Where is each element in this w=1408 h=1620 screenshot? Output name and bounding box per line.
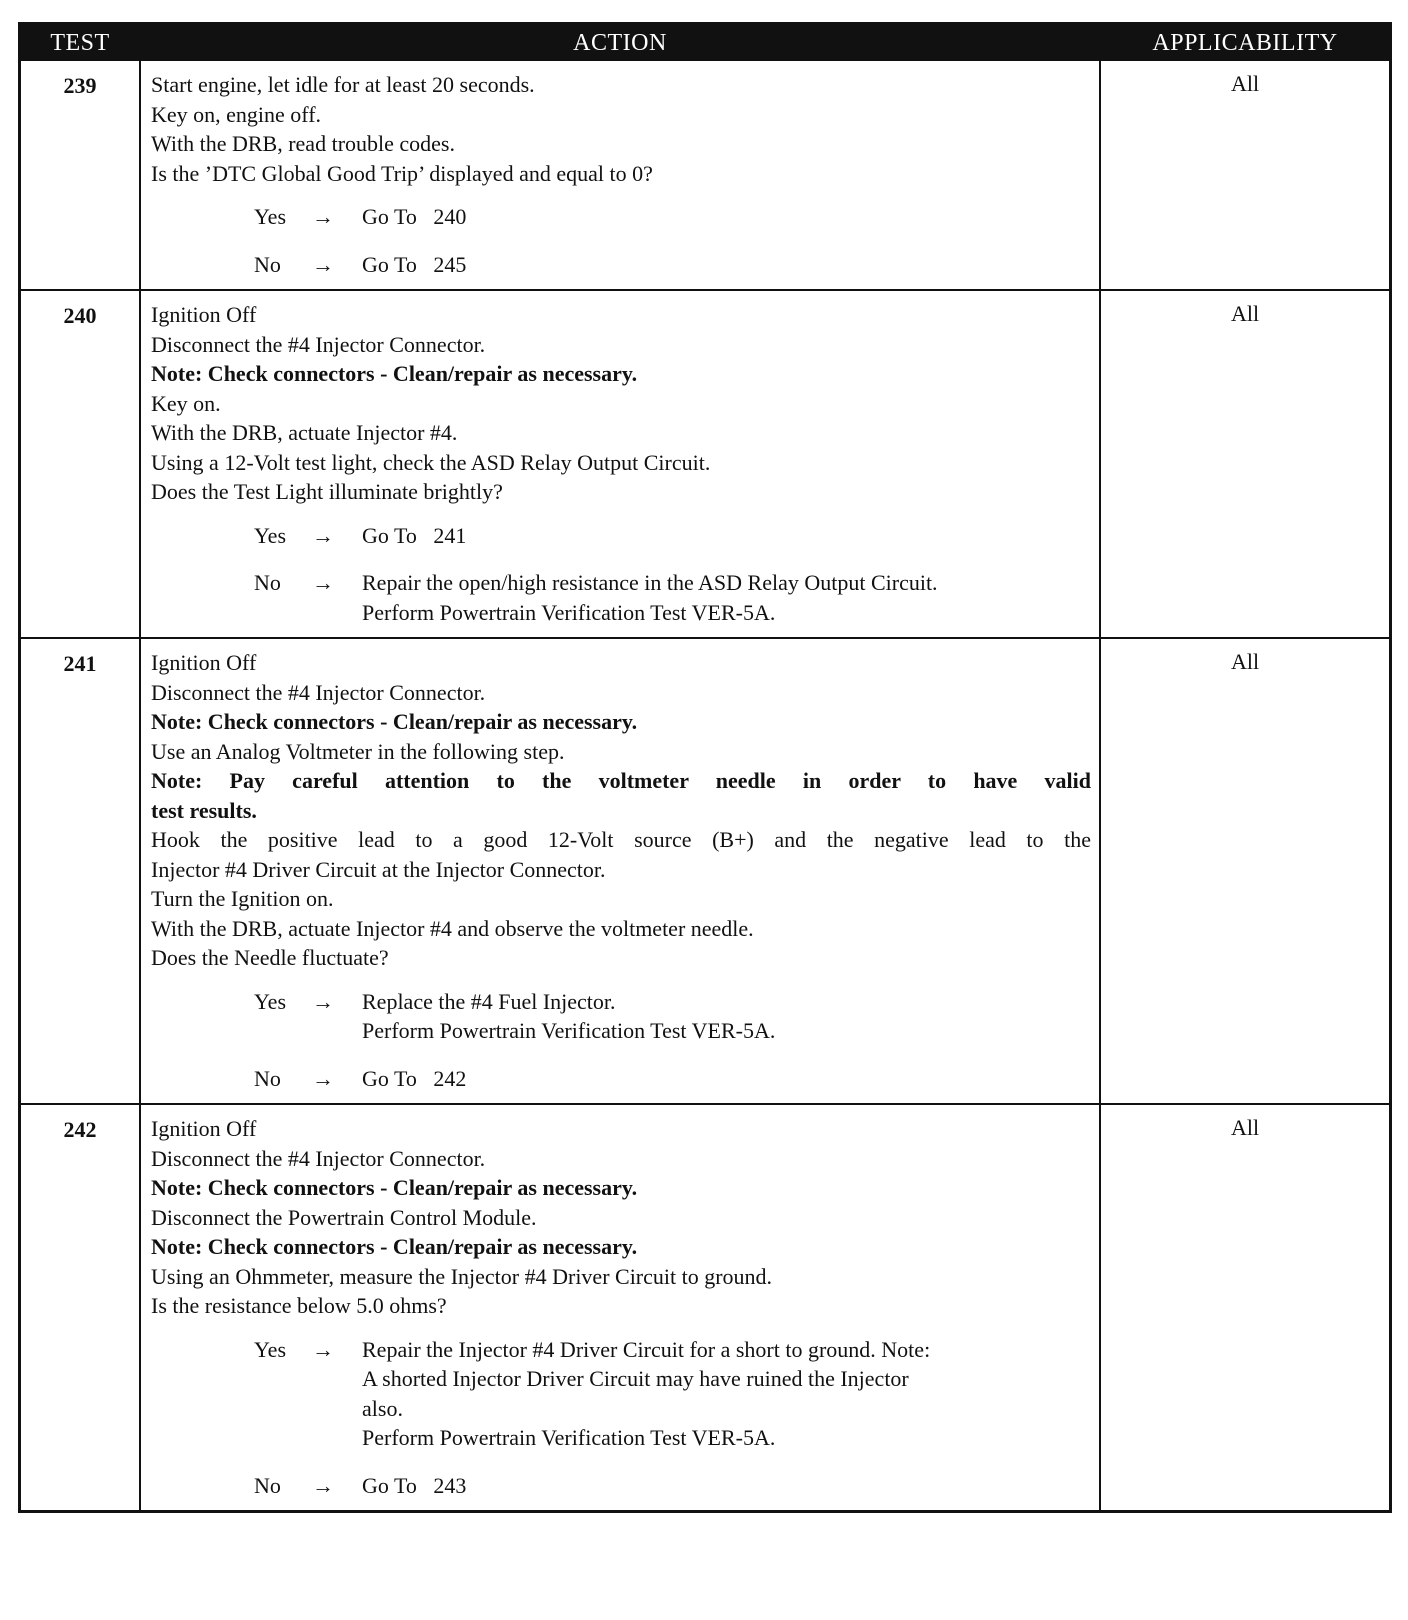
action-cell <box>139 639 1101 1103</box>
result-no <box>254 250 1091 280</box>
arrow-right-icon: → <box>312 988 334 1014</box>
test-number: 239 <box>63 73 97 98</box>
result-answer: No <box>254 1472 281 1498</box>
action-cell <box>139 61 1101 289</box>
result-no <box>254 1064 1091 1094</box>
action-step: Does the Test Light illuminate brightly? <box>151 479 503 504</box>
table-row <box>21 1103 1389 1510</box>
action-step: Disconnect the #4 Injector Connector. <box>151 1145 486 1171</box>
result-yes <box>254 987 1091 1046</box>
action-step: With the DRB, actuate Injector #4 and observe the voltmeter needle. <box>151 915 754 941</box>
result-answer: Yes <box>254 1336 287 1362</box>
table-body <box>21 61 1389 1510</box>
applicability-cell: All <box>1230 649 1260 674</box>
action-step: Start engine, let idle for at least 20 seconds. <box>151 72 535 97</box>
outcome-line: Go To 241 <box>362 522 467 548</box>
action-step: Does the Needle fluctuate? <box>151 945 389 970</box>
action-step: Is the resistance below 5.0 ohms? <box>151 1293 447 1318</box>
outcome-line: Perform Powertrain Verification Test VER-5A. <box>362 599 776 625</box>
outcome-line: Go To 240 <box>362 204 467 229</box>
result-answer: No <box>254 570 281 595</box>
result-answer: Yes <box>254 522 287 548</box>
applicability-cell: All <box>1230 301 1260 326</box>
test-number: 241 <box>63 651 97 676</box>
result-yes <box>254 1335 1091 1453</box>
result-list <box>151 521 1091 628</box>
table-row <box>21 637 1389 1103</box>
action-step: Disconnect the Powertrain Control Module. <box>151 1204 537 1230</box>
result-outcome <box>362 521 1091 551</box>
action-step: Hook the positive lead to a good 12-Volt source (B+) and the negative lead to the <box>151 827 1091 852</box>
action-note: Note: Pay careful attention to the voltmeter needle in order to have valid <box>151 768 1091 793</box>
applicability-cell: All <box>1230 1115 1260 1140</box>
action-step: Using an Ohmmeter, measure the Injector #4 Driver Circuit to ground. <box>151 1263 773 1289</box>
action-note: Note: Check connectors - Clean/repair as necessary. <box>151 1175 638 1200</box>
result-outcome <box>362 1471 1091 1501</box>
result-answer: No <box>254 251 281 277</box>
outcome-line: Replace the #4 Fuel Injector. <box>362 988 616 1014</box>
result-answer: Yes <box>254 988 287 1014</box>
table-header <box>21 25 1389 61</box>
result-outcome <box>362 202 1091 232</box>
header-applicability: APPLICABILITY <box>1152 29 1338 56</box>
action-note: Note: Check connectors - Clean/repair as necessary. <box>151 361 638 386</box>
action-step: With the DRB, actuate Injector #4. <box>151 420 458 445</box>
result-outcome <box>362 1335 1091 1453</box>
result-no <box>254 1471 1091 1501</box>
result-outcome <box>362 250 1091 280</box>
applicability-cell: All <box>1230 71 1260 96</box>
outcome-line: A shorted Injector Driver Circuit may have ruined the Injector <box>362 1366 909 1391</box>
result-outcome <box>362 1064 1091 1094</box>
outcome-line: Perform Powertrain Verification Test VER-5A. <box>362 1018 776 1043</box>
result-list <box>151 987 1091 1094</box>
action-step: Ignition Off <box>151 650 257 675</box>
result-no <box>254 568 1091 627</box>
result-list <box>151 1335 1091 1501</box>
arrow-right-icon: → <box>312 570 334 595</box>
arrow-right-icon: → <box>312 204 334 229</box>
action-step: Use an Analog Voltmeter in the following step. <box>151 738 565 764</box>
result-answer: No <box>254 1065 281 1091</box>
action-step: Ignition Off <box>151 1116 257 1141</box>
action-cell <box>139 291 1101 637</box>
outcome-line: Repair the open/high resistance in the ASD Relay Output Circuit. <box>362 570 938 595</box>
action-note: test results. <box>151 797 257 823</box>
outcome-line: Go To 245 <box>362 251 467 277</box>
action-step: Disconnect the #4 Injector Connector. <box>151 331 486 357</box>
outcome-line: Go To 242 <box>362 1065 467 1091</box>
action-step: Disconnect the #4 Injector Connector. <box>151 679 486 705</box>
outcome-line: Repair the Injector #4 Driver Circuit for a short to ground. Note: <box>362 1336 931 1362</box>
arrow-right-icon: → <box>312 1065 334 1091</box>
action-step: With the DRB, read trouble codes. <box>151 131 455 156</box>
test-number: 240 <box>63 303 97 328</box>
action-cell <box>139 1105 1101 1510</box>
test-number: 242 <box>63 1117 97 1142</box>
action-note: Note: Check connectors - Clean/repair as necessary. <box>151 1234 638 1259</box>
action-note: Note: Check connectors - Clean/repair as necessary. <box>151 709 638 734</box>
result-yes <box>254 202 1091 232</box>
action-step: Key on, engine off. <box>151 101 322 127</box>
arrow-right-icon: → <box>312 1472 334 1498</box>
diagnostic-test-table <box>18 22 1392 1513</box>
result-outcome <box>362 568 1091 627</box>
arrow-right-icon: → <box>312 1336 334 1362</box>
result-yes <box>254 521 1091 551</box>
action-step: Using a 12-Volt test light, check the ASD Relay Output Circuit. <box>151 449 711 475</box>
action-step: Key on. <box>151 390 221 416</box>
result-outcome <box>362 987 1091 1046</box>
outcome-line: also. <box>362 1395 403 1421</box>
arrow-right-icon: → <box>312 251 334 277</box>
outcome-line: Go To 243 <box>362 1472 467 1498</box>
action-step: Is the ’DTC Global Good Trip’ displayed and equal to 0? <box>151 160 653 186</box>
action-step: Ignition Off <box>151 302 257 327</box>
arrow-right-icon: → <box>312 522 334 548</box>
table-row <box>21 61 1389 289</box>
result-list <box>151 202 1091 279</box>
outcome-line: Perform Powertrain Verification Test VER-5A. <box>362 1425 776 1450</box>
action-step: Injector #4 Driver Circuit at the Injector Connector. <box>151 856 606 882</box>
table-row <box>21 289 1389 637</box>
header-test: TEST <box>50 29 110 56</box>
result-answer: Yes <box>254 204 287 229</box>
header-action: ACTION <box>573 29 667 56</box>
action-step: Turn the Ignition on. <box>151 886 334 911</box>
